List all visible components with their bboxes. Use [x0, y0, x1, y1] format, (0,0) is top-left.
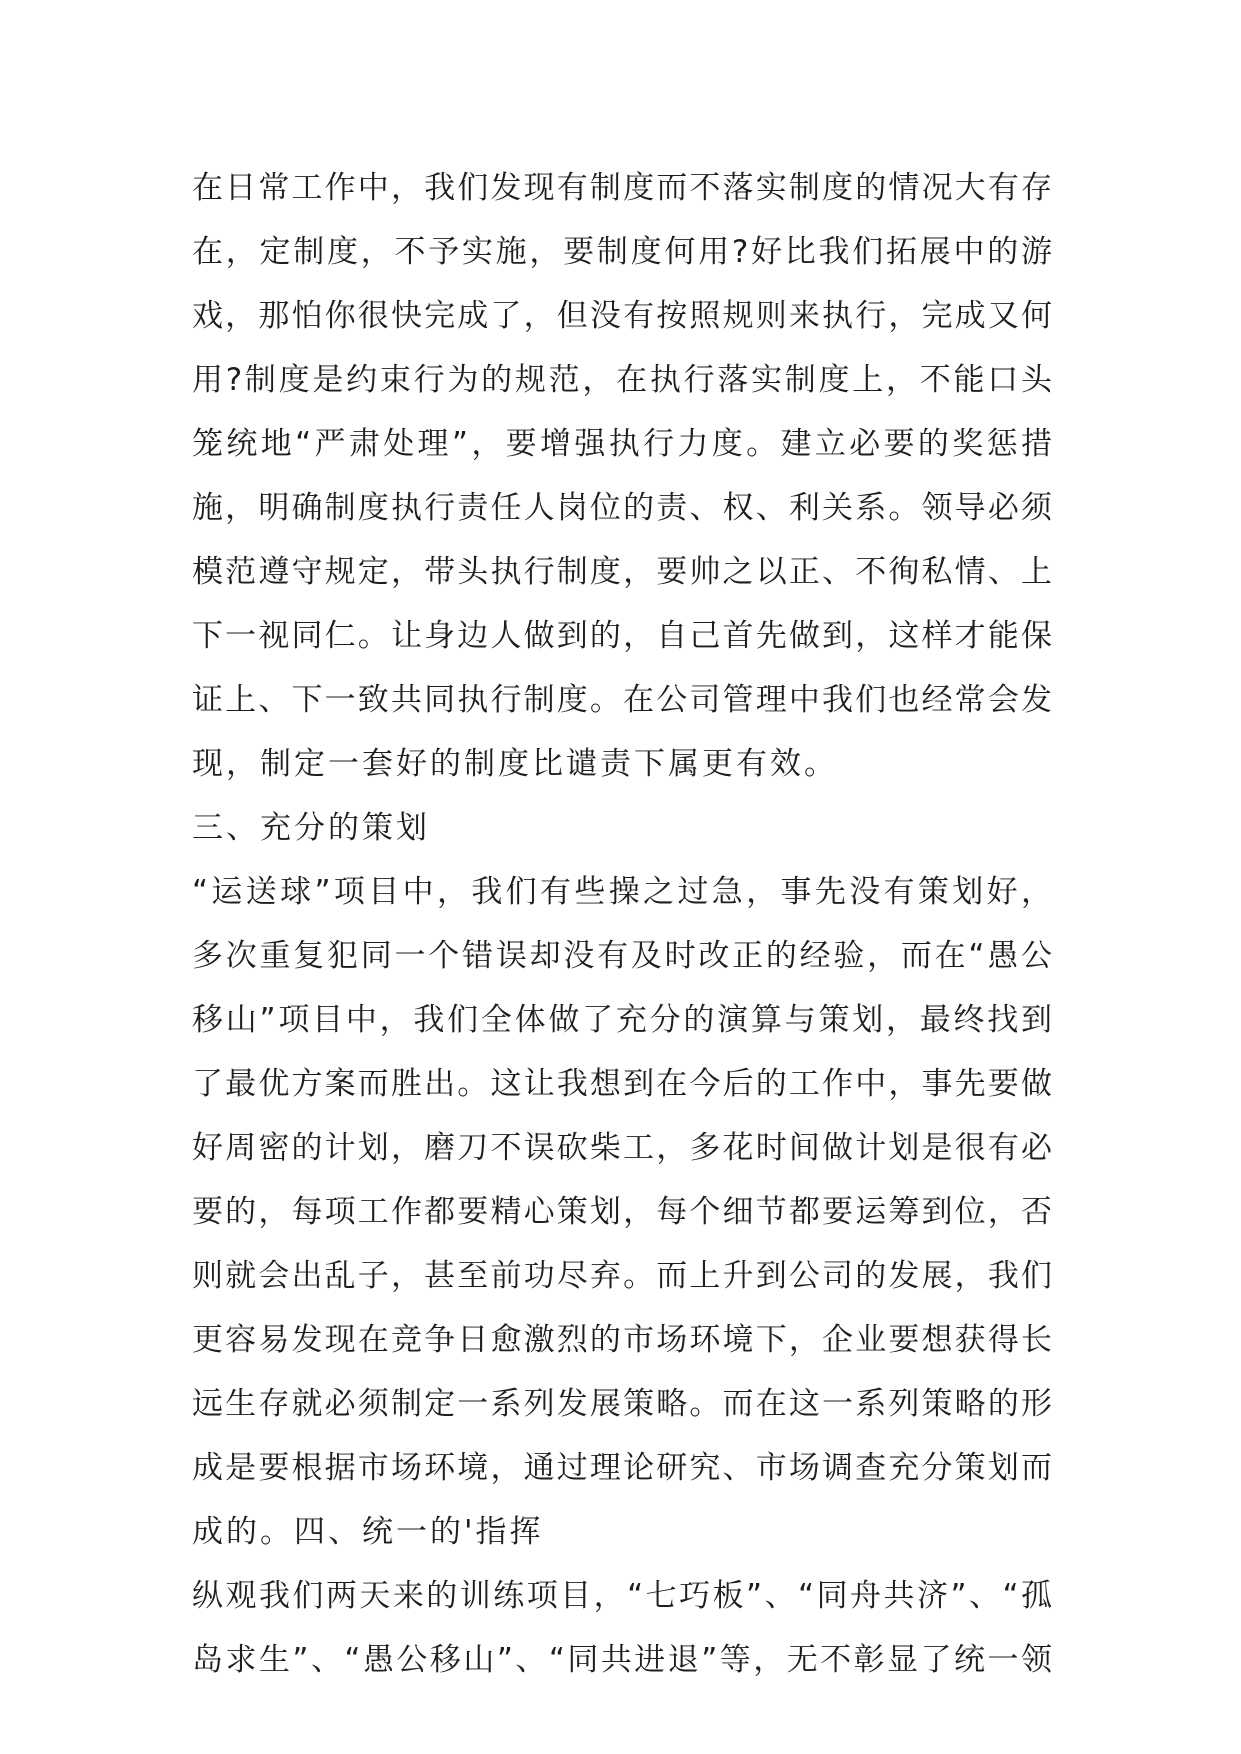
text-line: 在日常工作中，我们发现有制度而不落实制度的情况大有存: [192, 170, 1052, 206]
text-line: 施，明确制度执行责任人岗位的责、权、利关系。领导必须: [192, 490, 1052, 526]
text-line: “运送球”项目中，我们有些操之过急，事先没有策划好，: [192, 874, 1052, 910]
text-line: 好周密的计划，磨刀不误砍柴工，多花时间做计划是很有必: [192, 1130, 1052, 1166]
text-line: 了最优方案而胜出。这让我想到在今后的工作中，事先要做: [192, 1066, 1052, 1102]
text-line: 证上、下一致共同执行制度。在公司管理中我们也经常会发: [192, 682, 1052, 718]
text-line: 模范遵守规定，带头执行制度，要帅之以正、不徇私情、上: [192, 554, 1052, 590]
text-line: 远生存就必须制定一系列发展策略。而在这一系列策略的形: [192, 1386, 1052, 1422]
text-line: 在，定制度，不予实施，要制度何用?好比我们拓展中的游: [192, 234, 1052, 270]
text-line: 则就会出乱子，甚至前功尽弃。而上升到公司的发展，我们: [192, 1258, 1052, 1294]
text-line: 下一视同仁。让身边人做到的，自己首先做到，这样才能保: [192, 618, 1052, 654]
text-line: 要的，每项工作都要精心策划，每个细节都要运筹到位，否: [192, 1194, 1052, 1230]
text-line: 笼统地“严肃处理”，要增强执行力度。建立必要的奖惩措: [192, 426, 1052, 462]
text-line: 用?制度是约束行为的规范，在执行落实制度上，不能口头: [192, 362, 1052, 398]
section-heading: 三、充分的策划: [192, 810, 430, 846]
text-line: 现，制定一套好的制度比谴责下属更有效。: [192, 746, 838, 782]
text-line: 纵观我们两天来的训练项目，“七巧板”、“同舟共济”、“孤: [192, 1578, 1052, 1614]
document-body: [192, 156, 1052, 1692]
text-line: 多次重复犯同一个错误却没有及时改正的经验，而在“愚公: [192, 938, 1052, 974]
text-line: 更容易发现在竞争日愈激烈的市场环境下，企业要想获得长: [192, 1322, 1052, 1358]
text-line: 岛求生”、“愚公移山”、“同共进退”等，无不彰显了统一领: [192, 1642, 1052, 1678]
text-line: 戏，那怕你很快完成了，但没有按照规则来执行，完成又何: [192, 298, 1052, 334]
text-line: 成的。四、统一的'指挥: [192, 1514, 544, 1550]
text-line: 移山”项目中，我们全体做了充分的演算与策划，最终找到: [192, 1002, 1052, 1038]
text-line: 成是要根据市场环境，通过理论研究、市场调查充分策划而: [192, 1450, 1052, 1486]
